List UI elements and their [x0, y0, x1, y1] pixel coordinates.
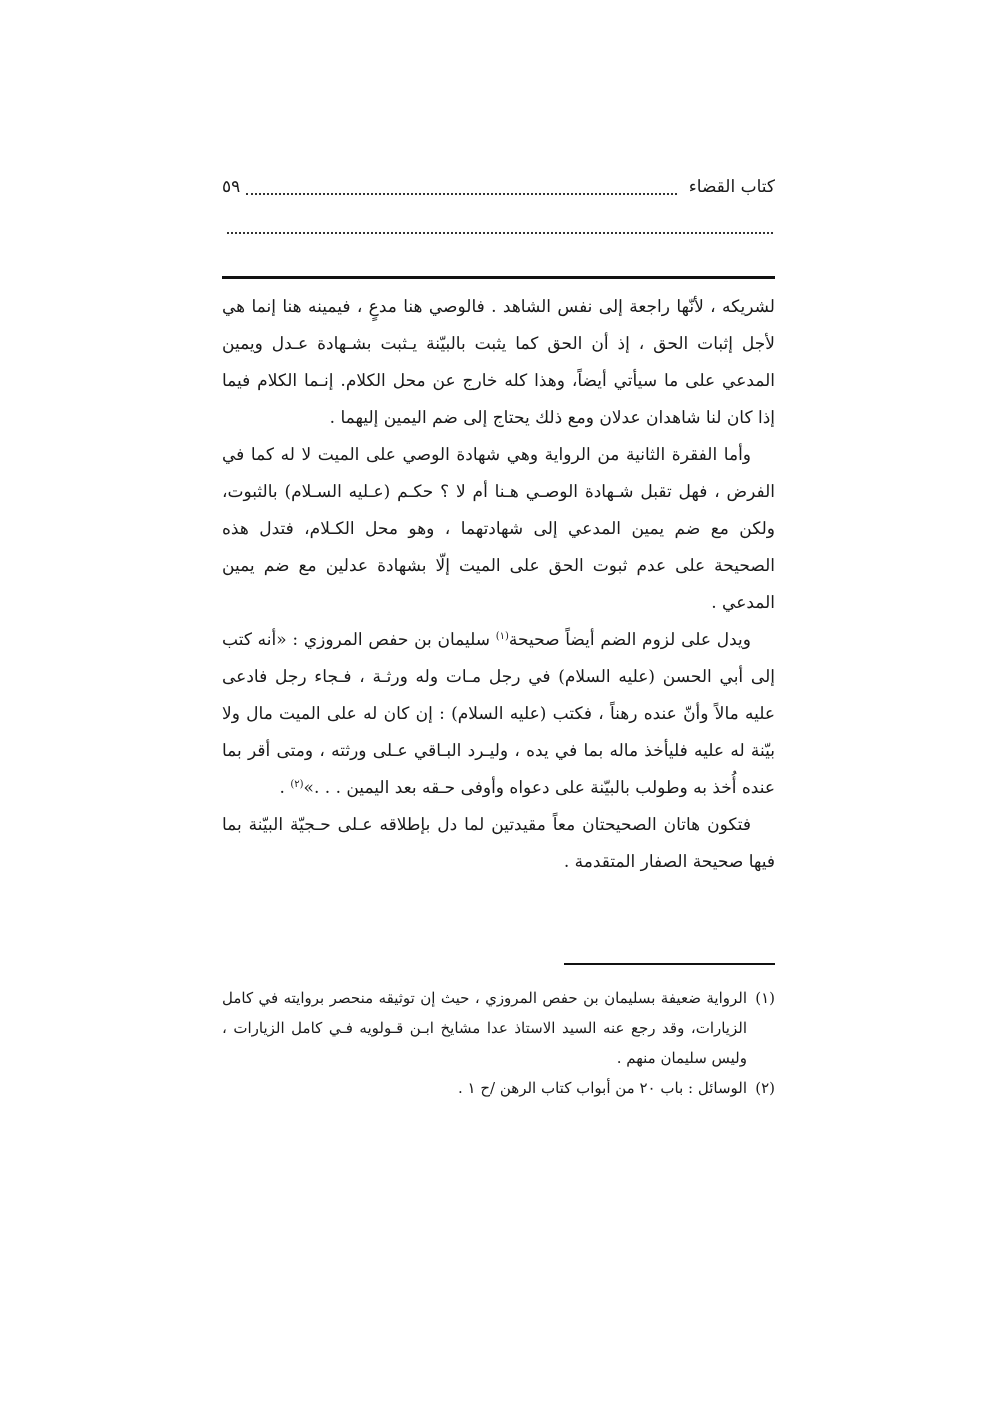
paragraph-3-end: .: [279, 778, 291, 798]
footnote-2: [222, 1073, 775, 1103]
paragraph-3-lead: ويدل على لزوم الضم أيضاً صحيحة: [508, 630, 751, 650]
header-rule: [222, 276, 775, 279]
footnote-1-text: الرواية ضعيفة بسليمان بن حفص المروزي ، حيث إن توثيقه منحصر بروايته في كامل الزيارات، وقد رجع عنه السيد الاستاذ عدا مشايخ ابـن قـولويه فـي كامل الزيارات ، وليس سليمان منهم .: [222, 989, 747, 1067]
paragraph-4: فتكون هاتان الصحيحتان معاً مقيدتين لما دل بإطلاقه عـلى حـجيّة البيّنة بما فيها صحيحة الصفار المتقدمة .: [222, 815, 775, 872]
running-header: [222, 172, 775, 202]
footnote-ref-2[interactable]: (٢): [290, 779, 304, 790]
page-number: ٥٩: [222, 177, 241, 197]
main-text: [222, 289, 775, 881]
paragraph-2: وأما الفقرة الثانية من الرواية وهي شهادة الوصي على الميت لا له كما في الفرض ، فهل تقبل شـهادة الوصـي هـنا أم لا ؟ حكـم (عـليه السـلام) بالثبوت، ولكن مع ضم يمين المدعي إلى شهادتهما ، وهو محل الكـلام، فتدل هذه الصحيحة على عدم ثبوت الحق على الميت إلّا بشهادة عدلين مع ضم يمين المدعي .: [222, 445, 775, 613]
footnote-ref-1[interactable]: (١): [495, 631, 509, 642]
footnote-rule: [564, 963, 775, 965]
dotted-separator: [227, 232, 773, 234]
footnote-1: [222, 983, 775, 1073]
footnote-1-mark: (١): [755, 989, 775, 1007]
header-dot-leader: [246, 179, 677, 195]
paragraph-1: لشريكه ، لأنّها راجعة إلى نفس الشاهد . فالوصي هنا مدعٍ ، فيمينه هنا إنما هي لأجل إثبات الحق ، إذ أن الحق كما يثبت بالبيّنة يـثبت بشـهادة عـدل ويمين المدعي على ما سيأتي أيضاً، وهذا كله خارج عن محل الكلام. إنـما الكلام فيما إذا كان لنا شاهدان عدلان ومع ذلك يحتاج إلى ضم اليمين إليهما .: [222, 297, 775, 428]
footnote-2-text: الوسائل : باب ٢٠ من أبواب كتاب الرهن /ح ١ .: [457, 1079, 747, 1097]
footnotes: [222, 983, 775, 1103]
footnote-2-mark: (٢): [755, 1079, 775, 1097]
paragraph-3: [222, 622, 775, 807]
paragraph-3-quote: سليمان بن حفص المروزي : «أنه كتب إلى أبي الحسن (عليه السلام) في رجل مـات وله ورثـة ، فـجاء رجل فادعى عليه مالاً وأنّ عنده رهناً ، فكتب (عليه السلام) : إن كان له على الميت مال ولا بيّنة له عليه فليأخذ ماله بما في يده ، وليـرد البـاقي عـلى ورثته ، ومتى أقر بما عنده أُخذ به وطولب بالبيّنة على دعواه وأوفى حـقه بعد اليمين . . .»: [222, 630, 775, 798]
chapter-title: كتاب القضاء: [688, 177, 775, 197]
